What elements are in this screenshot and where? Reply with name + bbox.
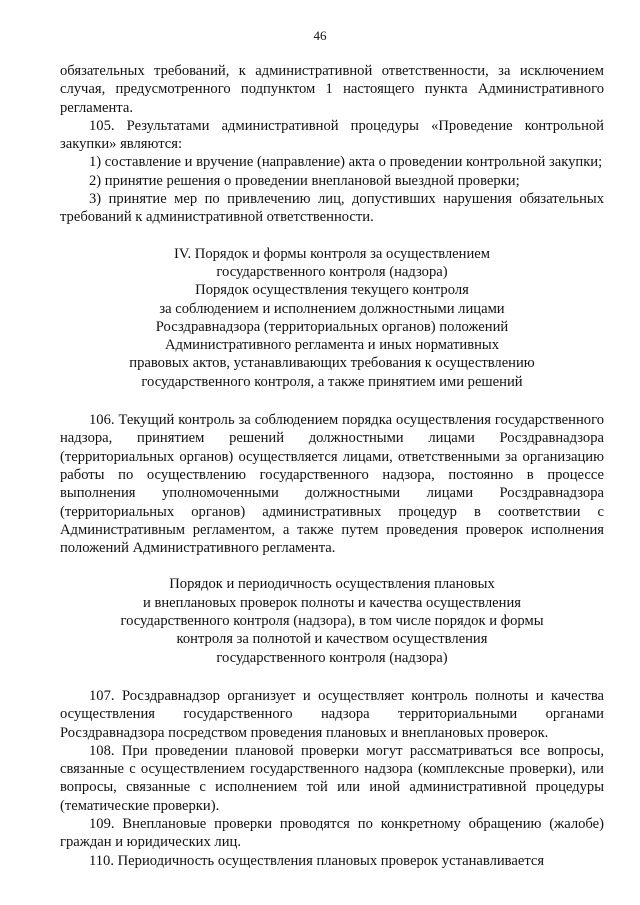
- page-number: 46: [313, 28, 327, 43]
- heading-line: правовых актов, устанавливающих требования к осуществлению: [129, 355, 535, 372]
- paragraph-110: 110. Периодичность осуществления плановых проверок устанавливается: [89, 852, 545, 869]
- paragraph-105: 105. Результатами административной процедуры «Проведение контрольной закупки» являются:: [60, 117, 604, 153]
- subsection-heading-inspections: [60, 575, 604, 666]
- paragraph-continuation: обязательных требований, к административной ответственности, за исключением случая, предусмотренного подпунктом 1 настоящего пункта Административного регламента.: [60, 63, 604, 116]
- paragraph-105-item-1: 1) составление и вручение (направление) акта о проведении контрольной закупки;: [89, 154, 603, 171]
- heading-line: государственного контроля, а также принятием ими решений: [141, 373, 523, 390]
- heading-line: за соблюдением и исполнением должностными лицами: [159, 300, 505, 317]
- heading-line: IV. Порядок и формы контроля за осуществлением: [173, 245, 490, 262]
- heading-line: государственного контроля (надзора), в том числе порядок и формы: [120, 613, 544, 630]
- paragraph-105-item-3: 3) принятие мер по привлечению лиц, допустивших нарушения обязательных требований к административной ответственности.: [60, 191, 604, 226]
- paragraph-107: 107. Росздравнадзор организует и осуществляет контроль полноты и качества осуществления государственного надзора территориальными органами Росздравнадзора посредством проведения плановых и внеплановых проверок.: [60, 687, 604, 741]
- paragraph-108: 108. При проведении плановой проверки могут рассматриваться все вопросы, связанные с осуществлением государственного надзора (комплексные проверки), или вопросы, связанные с исполнением той или иной административной процедуры (тематические проверки).: [60, 742, 604, 814]
- heading-line: государственного контроля (надзора): [216, 263, 448, 280]
- heading-line: Административного регламента и иных нормативных: [164, 337, 500, 354]
- paragraph-109: 109. Внеплановые проверки проводятся по конкретному обращению (жалобе) граждан и юридических лиц.: [60, 815, 604, 851]
- heading-line: Порядок и периодичность осуществления плановых: [169, 576, 495, 593]
- section-heading-iv: [60, 245, 604, 391]
- heading-line: Порядок осуществления текущего контроля: [195, 282, 469, 299]
- heading-line: и внеплановых проверок полноты и качества осуществления: [143, 594, 521, 611]
- document-body: [60, 62, 604, 870]
- heading-line: государственного контроля (надзора): [216, 649, 448, 666]
- paragraph-105-item-2: 2) принятие решения о проведении внеплановой выездной проверки;: [89, 172, 520, 189]
- heading-line: Росздравнадзора (территориальных органов) положений: [155, 318, 509, 335]
- paragraph-106: 106. Текущий контроль за соблюдением порядка осуществления государственного надзора, принятием решений должностными лицами Росздравнадзора (территориальных органов) осуществляется лицами, ответственными за организацию работы по осуществлению государственного надзора, постоянно в процессе выполнения уполномоченными должностными лицами Росздравнадзора (территориальных органов) административных процедур в соответствии с Административным регламентом, а также путем проведения проверок исполнения положений Административного регламента.: [60, 412, 604, 557]
- heading-line: контроля за полнотой и качеством осуществления: [176, 631, 488, 648]
